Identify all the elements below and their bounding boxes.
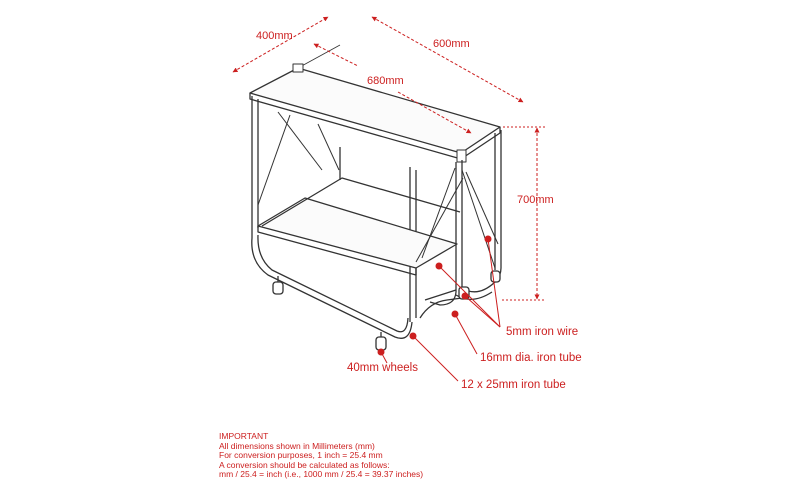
dim-line-width [372, 17, 523, 102]
dim-line-depth [233, 17, 328, 72]
rect-tube-label: 12 x 25mm iron tube [461, 379, 566, 391]
notes-line: A conversion should be calculated as follows: [219, 459, 390, 470]
notes-line: For conversion purposes, 1 inch = 25.4 mm [219, 450, 383, 461]
lower-shelf [258, 198, 457, 268]
width-label: 600mm [433, 38, 470, 50]
depth-label: 400mm [256, 30, 293, 42]
notes-heading: IMPORTANT [219, 431, 269, 441]
important-notes [219, 432, 519, 480]
iron-wire-label: 5mm iron wire [506, 326, 579, 338]
length-label: 680mm [367, 75, 404, 87]
handle-bracket [293, 64, 303, 72]
height-label: 700mm [517, 194, 554, 206]
side-wire-1 [258, 115, 290, 205]
wheel-front [376, 332, 386, 350]
wheels-label: 40mm wheels [347, 362, 418, 374]
notes-line: All dimensions shown in Millimeters (mm) [219, 440, 375, 451]
notes-line: mm / 25.4 = inch (i.e., 1000 mm / 25.4 = 39.37 inches) [219, 469, 424, 480]
top-shelf-seam [298, 45, 340, 68]
iron-tube-dia-label: 16mm dia. iron tube [480, 352, 582, 364]
cart-frame [250, 45, 501, 350]
